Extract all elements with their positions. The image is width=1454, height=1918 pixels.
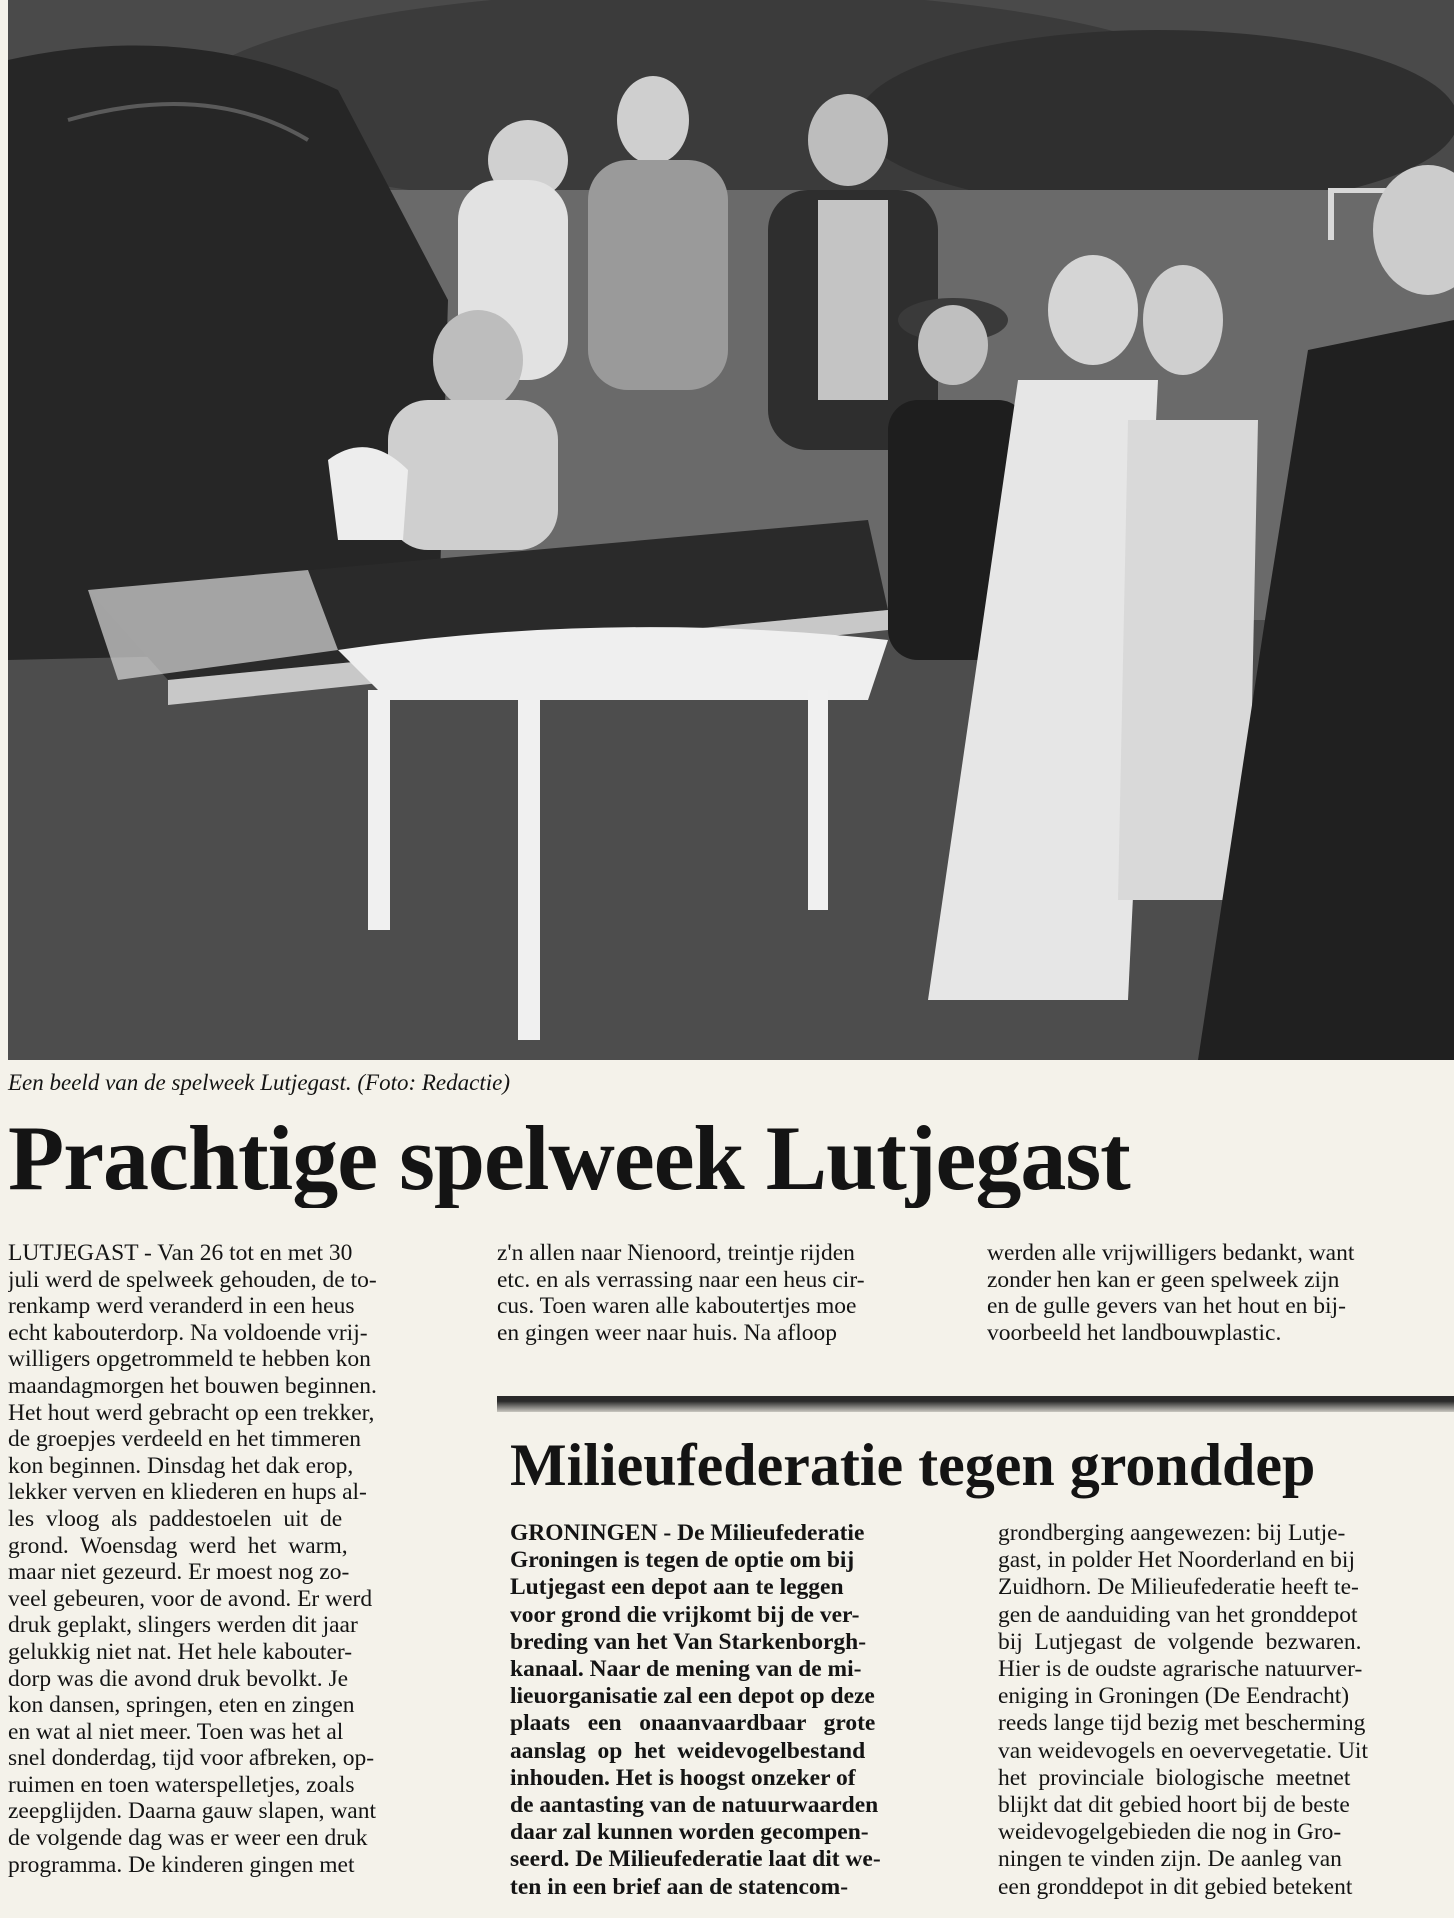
text-line: plaats een onaanvaardbaar grote (510, 1710, 876, 1737)
article-headline: Prachtige spelweek Lutjegast (8, 1108, 1130, 1208)
article-column-1 (8, 1240, 483, 1878)
text-line: gelukkig niet nat. Het hele kabouter- (8, 1638, 353, 1665)
text-line: druk geplakt, slingers werden dit jaar (8, 1612, 358, 1639)
text-line: en de gulle gevers van het hout en bij- (987, 1293, 1346, 1320)
text-line: van weidevogels en oevervegetatie. Uit (998, 1737, 1368, 1764)
second-article-headline: Milieufederatie tegen gronddep (510, 1432, 1316, 1498)
text-line: Zuidhorn. De Milieufederatie heeft te- (998, 1574, 1359, 1601)
text-line: programma. De kinderen gingen met (8, 1851, 355, 1878)
text-line: Lutjegast een depot aan te leggen (510, 1574, 844, 1601)
text-line: voor grond die vrijkomt bij de ver- (510, 1601, 860, 1628)
text-line: grondberging aangewezen: bij Lutje- (998, 1520, 1346, 1546)
text-line: een gronddepot in dit gebied betekent (998, 1873, 1353, 1900)
text-line: z'n allen naar Nienoord, treintje rijden (497, 1240, 855, 1266)
article-column-2 (497, 1240, 977, 1346)
text-line: les vloog als paddestoelen uit de (8, 1505, 343, 1532)
text-line: eniging in Groningen (De Eendracht) (998, 1683, 1350, 1710)
text-line: maar niet gezeurd. Er moest nog zo- (8, 1559, 350, 1586)
text-line: zonder hen kan er geen spelweek zijn (987, 1266, 1340, 1293)
text-line: seerd. De Milieufederatie laat dit we- (510, 1846, 881, 1873)
text-line: de groepjes verdeeld en het timmeren (8, 1426, 362, 1453)
text-line: de aantasting van de natuurwaarden (510, 1792, 879, 1819)
text-line: cus. Toen waren alle kaboutertjes moe (497, 1293, 857, 1320)
text-line: weidevogelgebieden die nog in Gro- (998, 1819, 1342, 1846)
text-line: gast, in polder Het Noorderland en bij (998, 1547, 1355, 1574)
text-line: werden alle vrijwilligers bedankt, want (987, 1240, 1355, 1266)
text-line: snel donderdag, tijd voor afbreken, op- (8, 1745, 375, 1772)
text-line: willigers opgetrommeld te hebben kon (8, 1346, 371, 1373)
text-line: ten in een brief aan de statencom- (510, 1873, 849, 1900)
text-line: Het hout werd gebracht op een trekker, (8, 1399, 375, 1426)
article-photo (8, 0, 1454, 1060)
text-line: etc. en als verrassing naar een heus cir- (497, 1266, 865, 1293)
text-line: en gingen weer naar huis. Na afloop (497, 1319, 837, 1346)
text-line: Groningen is tegen de optie om bij (510, 1547, 855, 1574)
section-divider (497, 1376, 1454, 1412)
text-line: bij Lutjegast de volgende bezwaren. (998, 1628, 1362, 1655)
text-line: juli werd de spelweek gehouden, de to- (8, 1266, 377, 1293)
text-line: lieuorganisatie zal een depot op deze (510, 1683, 875, 1710)
text-line: zeepglijden. Daarna gauw slapen, want (8, 1798, 377, 1825)
text-line: LUTJEGAST - Van 26 tot en met 30 (8, 1240, 353, 1266)
text-line: de volgende dag was er weer een druk (8, 1825, 368, 1852)
text-line: en wat al niet meer. Toen was het al (8, 1718, 344, 1745)
text-line: echt kabouterdorp. Na voldoende vrij- (8, 1319, 368, 1346)
text-line: aanslag op het weidevogelbestand (510, 1737, 866, 1764)
text-line: kon beginnen. Dinsdag het dak erop, (8, 1452, 354, 1479)
text-line: veel gebeuren, voor de avond. Er werd (8, 1585, 373, 1612)
text-line: daar zal kunnen worden gecompen- (510, 1819, 869, 1846)
text-line: Hier is de oudste agrarische natuurver- (998, 1656, 1363, 1683)
text-line: maandagmorgen het bouwen beginnen. (8, 1372, 377, 1399)
text-line: grond. Woensdag werd het warm, (8, 1532, 348, 1559)
text-line: renkamp werd veranderd in een heus (8, 1293, 355, 1320)
text-line: GRONINGEN - De Milieufederatie (510, 1520, 865, 1546)
second-article-column-2 (998, 1520, 1454, 1901)
text-line: kanaal. Naar de mening van de mi- (510, 1656, 862, 1683)
text-line: kon dansen, springen, eten en zingen (8, 1692, 355, 1719)
article-column-3 (987, 1240, 1452, 1346)
text-line: ruimen en toen waterspelletjes, zoals (8, 1771, 355, 1798)
text-line: reeds lange tijd bezig met bescherming (998, 1710, 1366, 1737)
photo-caption: Een beeld van de spelweek Lutjegast. (Foto: Redactie) (8, 1070, 510, 1095)
text-line: gen de aanduiding van het gronddepot (998, 1601, 1358, 1628)
text-line: breding van het Van Starkenborgh- (510, 1628, 867, 1655)
second-article-column-1 (510, 1520, 980, 1901)
text-line: blijkt dat dit gebied hoort bij de beste (998, 1792, 1350, 1819)
photo-illustration (8, 0, 1454, 1060)
text-line: ningen te vinden zijn. De aanleg van (998, 1846, 1342, 1873)
text-line: dorp was die avond druk bevolkt. Je (8, 1665, 349, 1692)
text-line: inhouden. Het is hoogst onzeker of (510, 1764, 856, 1791)
text-line: voorbeeld het landbouwplastic. (987, 1319, 1282, 1346)
text-line: lekker verven en kliederen en hups al- (8, 1479, 367, 1506)
text-line: het provinciale biologische meetnet (998, 1764, 1351, 1791)
